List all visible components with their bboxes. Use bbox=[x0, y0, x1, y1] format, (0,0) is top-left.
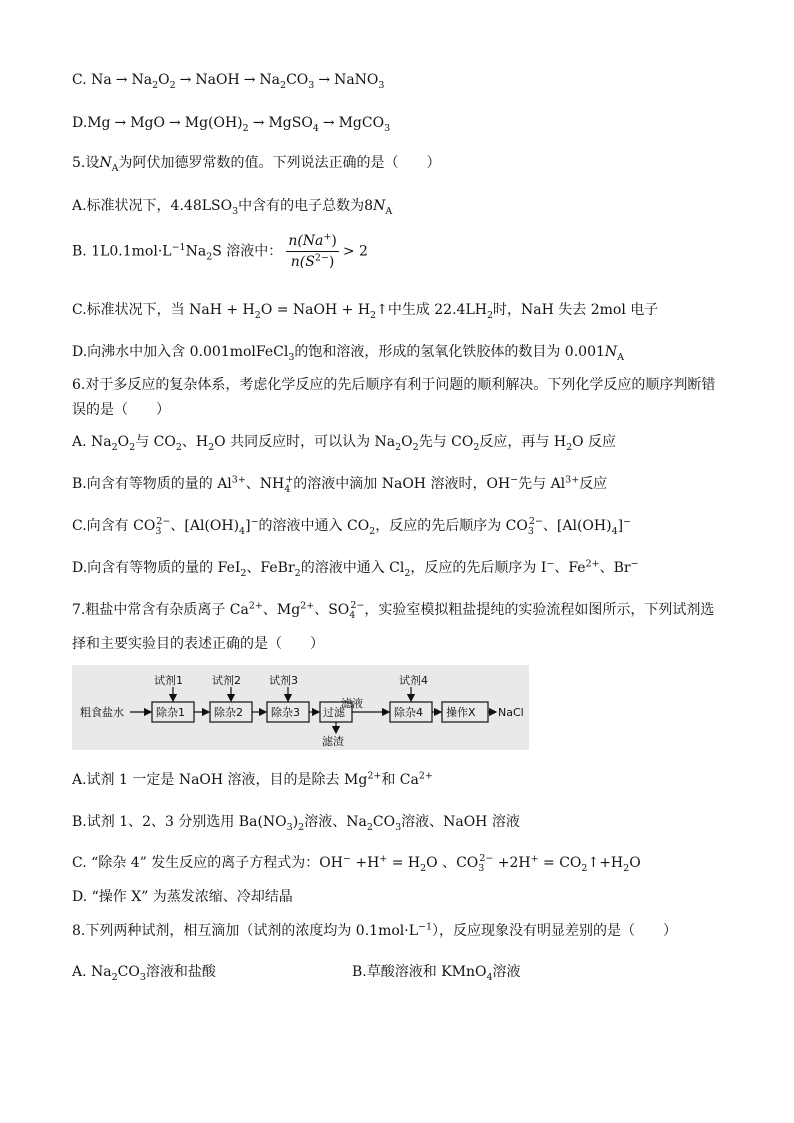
formula: O bbox=[158, 72, 170, 88]
subscript: 3 bbox=[395, 821, 402, 833]
subscript: 2 bbox=[129, 441, 136, 453]
option-text: ↑+H bbox=[587, 855, 624, 871]
superscript: 2− bbox=[350, 600, 365, 612]
superscript: − bbox=[623, 516, 632, 528]
subscript: 2 bbox=[623, 862, 630, 874]
superscript: −1 bbox=[418, 921, 433, 933]
q5-option-c[interactable] bbox=[72, 300, 658, 320]
option-text: C.向含有 CO bbox=[72, 518, 156, 534]
paren: ) bbox=[331, 233, 337, 249]
subscript: 4 bbox=[349, 609, 356, 621]
subscript: 3 bbox=[384, 122, 391, 134]
subscript: 3 bbox=[378, 79, 385, 91]
subscript: 2 bbox=[370, 309, 377, 321]
subscript: 2 bbox=[412, 441, 419, 453]
q5-option-a[interactable] bbox=[72, 196, 392, 216]
flow-filter-label: 过滤 bbox=[323, 706, 345, 719]
stem-text: 7.粗盐中常含有杂质离子 Ca bbox=[72, 602, 249, 618]
flowchart-svg bbox=[72, 665, 529, 750]
formula: NaOH bbox=[195, 72, 240, 88]
arrow-icon: → bbox=[243, 72, 256, 88]
flow-product-label: NaCl bbox=[498, 706, 524, 719]
q6-stem-line1: 6.对于多反应的复杂体系，考虑化学反应的先后顺序有利于问题的顺利解决。下列化学反应的顺序判断错 bbox=[72, 377, 716, 393]
q7-stem-line1 bbox=[72, 600, 714, 620]
arrow-icon: → bbox=[179, 72, 192, 88]
subscript: 4 bbox=[284, 483, 291, 495]
subscript: 2 bbox=[395, 441, 402, 453]
fraction-numerator bbox=[286, 232, 339, 252]
formula: NaNO bbox=[334, 72, 379, 88]
subscript: 2 bbox=[169, 79, 176, 91]
stem-text: 5.设 bbox=[72, 155, 100, 171]
q6-stem-line2: 误的是（ ） bbox=[72, 402, 170, 418]
stem-text: ，实验室模拟粗盐提纯的实验流程如图所示，下列试剂选 bbox=[364, 602, 715, 618]
superscript: − bbox=[546, 558, 555, 570]
option-letter: D. bbox=[72, 115, 88, 131]
option-text: 反应 bbox=[579, 476, 608, 492]
superscript: 2+ bbox=[585, 558, 600, 570]
option-text: ，反应的先后顺序为 I bbox=[410, 560, 547, 576]
formula: Na bbox=[259, 72, 281, 88]
flow-reagent4-label: 试剂4 bbox=[399, 674, 428, 687]
q7-option-c[interactable] bbox=[72, 853, 641, 873]
option-text: 与 CO bbox=[135, 434, 176, 450]
option-text: 时，NaH 失去 2mol 电子 bbox=[493, 302, 659, 318]
option-text: 、FeBr bbox=[246, 560, 295, 576]
option-letter: C. bbox=[72, 72, 87, 88]
subscript: 2 bbox=[473, 441, 480, 453]
option-text: CO bbox=[117, 964, 140, 980]
option-text: 先与 CO bbox=[418, 434, 474, 450]
superscript: 2− bbox=[156, 516, 171, 528]
superscript: − bbox=[510, 474, 519, 486]
q5-option-d[interactable] bbox=[72, 342, 624, 362]
subscript: 4 bbox=[239, 525, 246, 537]
superscript: + bbox=[285, 474, 294, 486]
option-text: O = NaOH + H bbox=[260, 302, 371, 318]
q6-option-d[interactable] bbox=[72, 558, 639, 578]
subscript: 2 bbox=[152, 79, 159, 91]
stem-text: ），反应现象没有明显差别的是（ ） bbox=[432, 923, 678, 939]
subscript: 2 bbox=[566, 441, 573, 453]
option-text: 中含有的电子总数为8 bbox=[238, 198, 374, 214]
subscript: 2 bbox=[240, 567, 247, 579]
subscript: 3 bbox=[155, 525, 162, 537]
subscript: 3 bbox=[527, 525, 534, 537]
bracket: ] bbox=[617, 518, 624, 534]
superscript: 2− bbox=[479, 853, 494, 865]
q5-stem bbox=[72, 153, 440, 173]
q4-option-c[interactable] bbox=[72, 70, 384, 90]
stem-text: 为阿伏加德罗常数的值。下列说法正确的是（ ） bbox=[118, 155, 441, 171]
option-text: 溶液和盐酸 bbox=[145, 964, 216, 980]
superscript: − bbox=[250, 516, 259, 528]
q7-option-b[interactable] bbox=[72, 812, 520, 832]
superscript: + bbox=[379, 853, 388, 865]
math-var: N bbox=[373, 198, 386, 214]
stem-text: 8.下列两种试剂，相互滴加（试剂的浓度均为 0.1mol·L bbox=[72, 923, 418, 939]
stem-text: 、SO bbox=[314, 602, 350, 618]
option-text: ) bbox=[292, 814, 299, 830]
option-text: A. Na bbox=[72, 434, 112, 450]
subscript: 3 bbox=[286, 821, 293, 833]
arrow-icon: → bbox=[169, 115, 181, 131]
paren: ) bbox=[328, 254, 335, 270]
option-text: A. Na bbox=[72, 964, 112, 980]
flow-opx-label: 操作X bbox=[446, 706, 476, 719]
formula: Mg bbox=[87, 115, 111, 131]
q8-option-a[interactable] bbox=[72, 962, 216, 982]
option-text: 、[Al(OH) bbox=[542, 518, 612, 534]
option-text: A.标准状况下，4.48LSO bbox=[72, 198, 233, 214]
subscript: 4 bbox=[312, 122, 319, 134]
flow-start-label: 粗食盐水 bbox=[80, 706, 124, 719]
subscript: 2 bbox=[111, 971, 118, 983]
option-text: CO bbox=[372, 814, 396, 830]
subscript: 2 bbox=[369, 525, 376, 537]
option-text: +2H bbox=[493, 855, 531, 871]
option-text: B. 1L0.1mol·L bbox=[72, 243, 172, 260]
superscript: 3+ bbox=[231, 474, 246, 486]
option-text: O bbox=[117, 434, 130, 450]
superscript: 2+ bbox=[418, 770, 433, 782]
formula: Mg(OH) bbox=[184, 115, 243, 131]
option-text: C. “除杂 4” 发生反应的离子方程式为：OH bbox=[72, 855, 343, 871]
flow-step3-label: 除杂3 bbox=[271, 706, 300, 719]
subscript: 2 bbox=[420, 862, 427, 874]
flow-residue-label: 滤渣 bbox=[322, 735, 344, 748]
subscript: 2 bbox=[486, 309, 493, 321]
superscript: − bbox=[342, 853, 351, 865]
option-text: O 、CO bbox=[426, 855, 479, 871]
subscript: 2 bbox=[242, 122, 249, 134]
q7-option-d[interactable] bbox=[72, 887, 293, 907]
option-text: B.试剂 1、2、3 分别选用 Ba(NO bbox=[72, 814, 287, 830]
math-var: N bbox=[99, 155, 112, 171]
subscript: 4 bbox=[486, 971, 493, 983]
superscript: 3+ bbox=[565, 474, 580, 486]
option-text: 溶液、Na bbox=[304, 814, 367, 830]
subscript: 2 bbox=[298, 821, 305, 833]
option-text: B.向含有等物质的量的 Al bbox=[72, 476, 232, 492]
flow-reagent1-label: 试剂1 bbox=[154, 674, 183, 687]
subscript: 3 bbox=[478, 862, 485, 874]
option-text: 的饱和溶液，形成的氢氧化铁胶体的数目为 0.001 bbox=[294, 344, 605, 360]
purification-flowchart bbox=[72, 665, 529, 750]
flow-step4-label: 除杂4 bbox=[394, 706, 423, 719]
subscript: 2 bbox=[366, 821, 373, 833]
superscript: −1 bbox=[171, 241, 186, 253]
formula: Na bbox=[131, 72, 153, 88]
subscript: 2 bbox=[404, 567, 411, 579]
flow-reagent2-label: 试剂2 bbox=[212, 674, 241, 687]
superscript: 2+ bbox=[248, 600, 263, 612]
flow-reagent3-label: 试剂3 bbox=[269, 674, 298, 687]
q8-stem bbox=[72, 921, 677, 941]
option-text: O bbox=[401, 434, 413, 450]
arrow-icon: → bbox=[114, 115, 127, 131]
q7-stem-line2: 择和主要实验目的表述正确的是（ ） bbox=[72, 636, 324, 652]
superscript: 2+ bbox=[367, 770, 382, 782]
option-text: = H bbox=[387, 855, 421, 871]
arrow-icon: → bbox=[318, 72, 331, 88]
option-text: 和 Ca bbox=[381, 772, 419, 788]
q4-option-d[interactable] bbox=[72, 113, 390, 133]
bracket: ] bbox=[245, 518, 251, 534]
option-text: A.试剂 1 一定是 NaOH 溶液，目的是除去 Mg bbox=[72, 772, 368, 788]
option-text: 先与 Al bbox=[518, 476, 566, 492]
subscript: 2 bbox=[111, 441, 118, 453]
math-var: N bbox=[604, 344, 618, 360]
option-text: ↑中生成 22.4LH bbox=[376, 302, 487, 318]
subscript: 2 bbox=[254, 309, 261, 321]
q8-option-b[interactable] bbox=[352, 962, 521, 982]
subscript: A bbox=[111, 162, 119, 174]
arrow-icon: → bbox=[322, 115, 335, 131]
subscript: 3 bbox=[232, 205, 239, 217]
option-text: Na bbox=[185, 243, 207, 260]
subscript: 2 bbox=[206, 251, 213, 263]
option-text: 的溶液中通入 Cl bbox=[300, 560, 405, 576]
q6-option-c[interactable] bbox=[72, 516, 631, 536]
option-text: ，反应的先后顺序为 CO bbox=[375, 518, 528, 534]
subscript: 2 bbox=[175, 441, 182, 453]
option-text: B.草酸溶液和 KMnO bbox=[352, 964, 487, 980]
subscript: A bbox=[617, 351, 625, 363]
q6-option-b[interactable] bbox=[72, 474, 607, 494]
flow-filtrate-label: 滤液 bbox=[341, 697, 363, 710]
flow-step1-label: 除杂1 bbox=[156, 706, 185, 719]
formula: MgSO bbox=[268, 115, 313, 131]
option-text: D.向含有等物质的量的 FeI bbox=[72, 560, 241, 576]
stem-text: 、Mg bbox=[262, 602, 301, 618]
q7-option-a[interactable] bbox=[72, 770, 433, 790]
option-text: 的溶液中通入 CO bbox=[258, 518, 370, 534]
option-text: 、Fe bbox=[554, 560, 586, 576]
subscript: 3 bbox=[288, 351, 295, 363]
subscript: 2 bbox=[581, 862, 588, 874]
subscript: 2 bbox=[280, 79, 287, 91]
option-text: S 溶液中： bbox=[212, 243, 283, 260]
superscript: 2− bbox=[314, 252, 329, 264]
option-text: > 2 bbox=[342, 243, 368, 260]
den-text: n(S bbox=[290, 254, 315, 270]
superscript: 2+ bbox=[300, 600, 315, 612]
superscript: + bbox=[530, 853, 539, 865]
subscript: 3 bbox=[139, 971, 146, 983]
q6-option-a[interactable] bbox=[72, 432, 616, 452]
flow-step2-label: 除杂2 bbox=[214, 706, 243, 719]
superscript: 2− bbox=[528, 516, 543, 528]
fraction bbox=[286, 232, 339, 271]
formula: Na bbox=[91, 72, 112, 88]
option-text: 、NH bbox=[245, 476, 285, 492]
option-text: 的溶液中滴加 NaOH 溶液时，OH bbox=[293, 476, 511, 492]
superscript: + bbox=[323, 231, 332, 243]
option-text: 反应，再与 H bbox=[479, 434, 567, 450]
option-text: +H bbox=[350, 855, 380, 871]
num-text: n(Na bbox=[288, 233, 324, 249]
option-text: D. “操作 X” 为蒸发浓缩、冷却结晶 bbox=[72, 889, 293, 905]
subscript: 2 bbox=[208, 441, 215, 453]
superscript: − bbox=[630, 558, 639, 570]
formula: MgCO bbox=[338, 115, 385, 131]
option-text: 溶液、NaOH 溶液 bbox=[401, 814, 520, 830]
option-text: = CO bbox=[538, 855, 582, 871]
option-text: 、[Al(OH) bbox=[170, 518, 240, 534]
option-text: 溶液 bbox=[492, 964, 521, 980]
subscript: 3 bbox=[308, 79, 315, 91]
formula: CO bbox=[286, 72, 309, 88]
fraction-denominator bbox=[286, 252, 339, 271]
q5-option-b[interactable] bbox=[72, 232, 368, 271]
option-text: 、H bbox=[181, 434, 209, 450]
arrow-icon: → bbox=[115, 72, 128, 88]
option-text: O 共同反应时，可以认为 Na bbox=[214, 434, 396, 450]
option-text: O bbox=[629, 855, 641, 871]
formula: MgO bbox=[130, 115, 165, 131]
subscript: A bbox=[385, 205, 393, 217]
subscript: 4 bbox=[611, 525, 618, 537]
subscript: 2 bbox=[294, 567, 301, 579]
option-text: 、Br bbox=[599, 560, 631, 576]
arrow-icon: → bbox=[252, 115, 265, 131]
option-text: D.向沸水中加入含 0.001molFeCl bbox=[72, 344, 289, 360]
option-text: O 反应 bbox=[572, 434, 617, 450]
option-text: C.标准状况下，当 NaH + H bbox=[72, 302, 255, 318]
